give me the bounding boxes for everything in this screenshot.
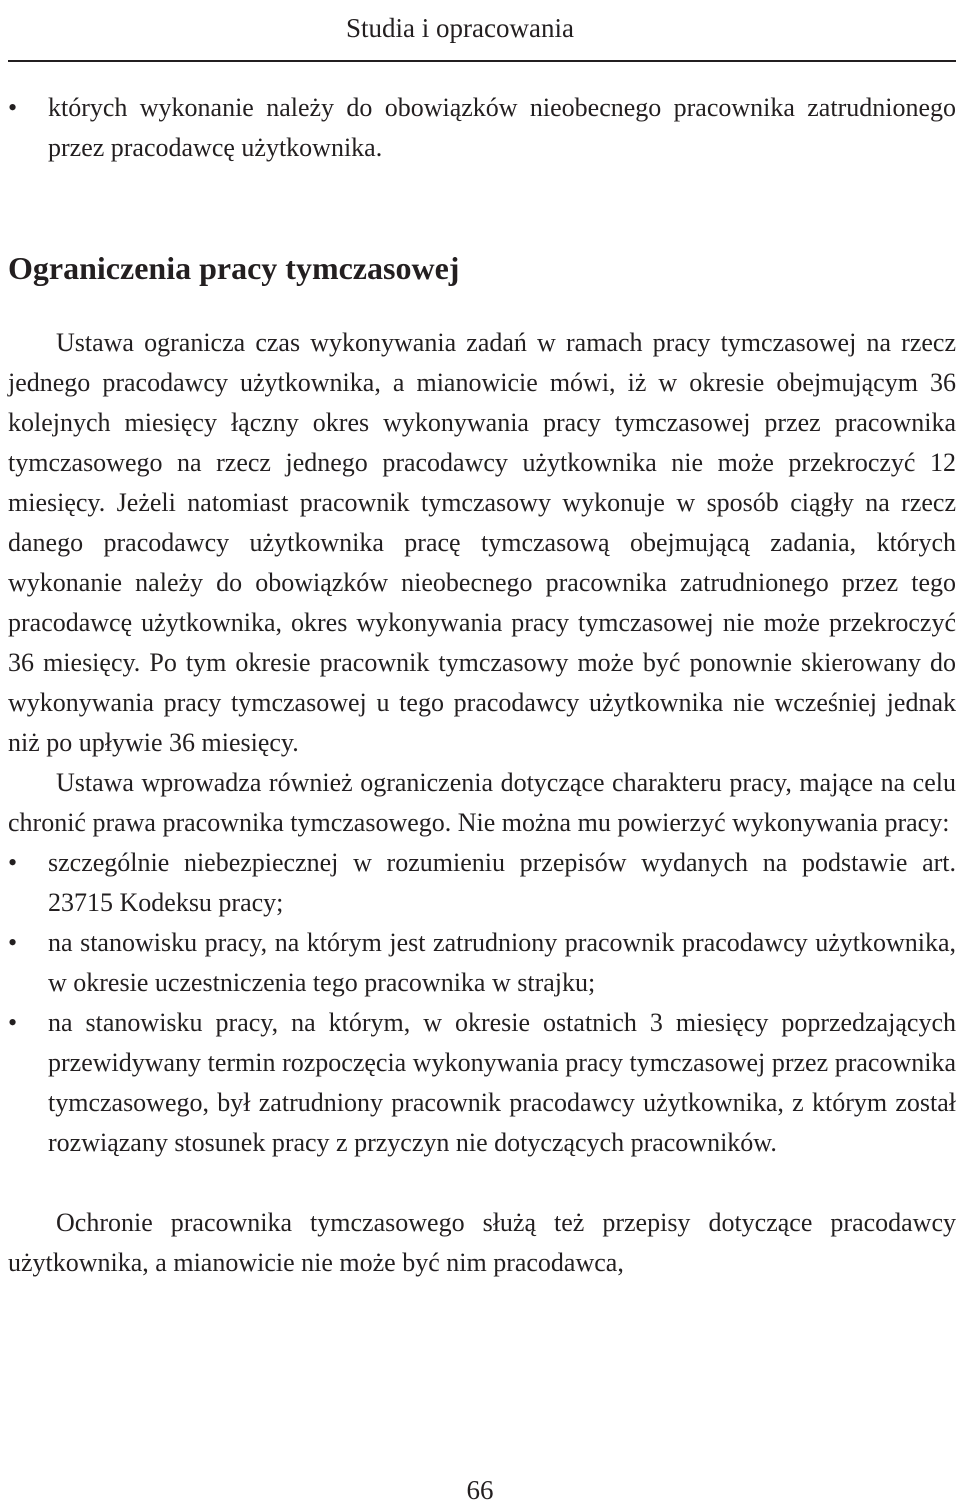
- bullet-icon: •: [8, 928, 18, 957]
- body-paragraph: Ustawa ogranicza czas wykonywania zadań w ramach pracy tymczasowej na rzecz jednego pracodawcy użytkownika, a mianowicie mówi, iż w okresie obejmującym 36 kolejnych miesięcy łączny okres wykonywania pracy tymczasowej przez pracownika tymczasowego na rzecz jednego pracodawcy użytkownika nie może przekroczyć 12 miesięcy. Jeżeli natomiast pracownik tymczasowy wykonuje w sposób ciągły na rzecz danego pracodawcy użytkownika pracę tymczasową obejmującą zadania, których wykonanie należy do obowiązków nieobecnego pracownika zatrudnionego przez tego pracodawcę użytkownika, okres wykonywania pracy tymczasowej nie może przekroczyć 36 miesięcy. Po tym okresie pracownik tymczasowy może być ponownie skierowany do wykonywania pracy tymczasowej u tego pracodawcy użytkownika nie wcześniej jednak niż po upływie 36 miesięcy.: [8, 328, 956, 757]
- page-number: 66: [466, 1475, 494, 1505]
- bullet-icon: •: [8, 93, 18, 122]
- list-item-text: szczególnie niebezpiecznej w rozumieniu przepisów wydanych na podstawie art. 23715 Kodeksu pracy;: [48, 848, 956, 917]
- page-body: [8, 88, 956, 1283]
- running-header: [8, 0, 956, 62]
- list-item-text: na stanowisku pracy, na którym, w okresie ostatnich 3 miesięcy poprzedzających przewidywany termin rozpoczęcia wykonywania pracy tymczasowej przez pracownika tymczasowego, był zatrudniony pracownik pracodawcy użytkownika, z którym został rozwiązany stosunek pracy z przyczyn nie dotyczących pracowników.: [48, 1008, 956, 1157]
- body-paragraph: Ustawa wprowadza również ograniczenia dotyczące charakteru pracy, mające na celu chronić prawa pracownika tymczasowego. Nie można mu powierzyć wykonywania pracy:: [8, 768, 956, 837]
- list-item: [8, 923, 956, 1003]
- list-item: [8, 843, 956, 923]
- top-bullet-list: [8, 88, 956, 168]
- section-heading: Ograniczenia pracy tymczasowej: [8, 250, 460, 286]
- bullet-icon: •: [8, 1008, 18, 1037]
- list-item-text: na stanowisku pracy, na którym jest zatrudniony pracownik pracodawcy użytkownika, w okresie uczestniczenia tego pracownika w strajku;: [48, 928, 956, 997]
- list-item: [8, 1003, 956, 1163]
- list-item: [8, 88, 956, 168]
- list-item-text: których wykonanie należy do obowiązków nieobecnego pracownika zatrudnionego przez pracodawcę użytkownika.: [48, 93, 956, 162]
- bullet-icon: •: [8, 848, 18, 877]
- restrictions-bullet-list: [8, 843, 956, 1163]
- header-section-title: Studia i opracowania: [346, 13, 574, 43]
- closing-paragraph: Ochronie pracownika tymczasowego służą też przepisy dotyczące pracodawcy użytkownika, a mianowicie nie może być nim pracodawca,: [8, 1208, 956, 1277]
